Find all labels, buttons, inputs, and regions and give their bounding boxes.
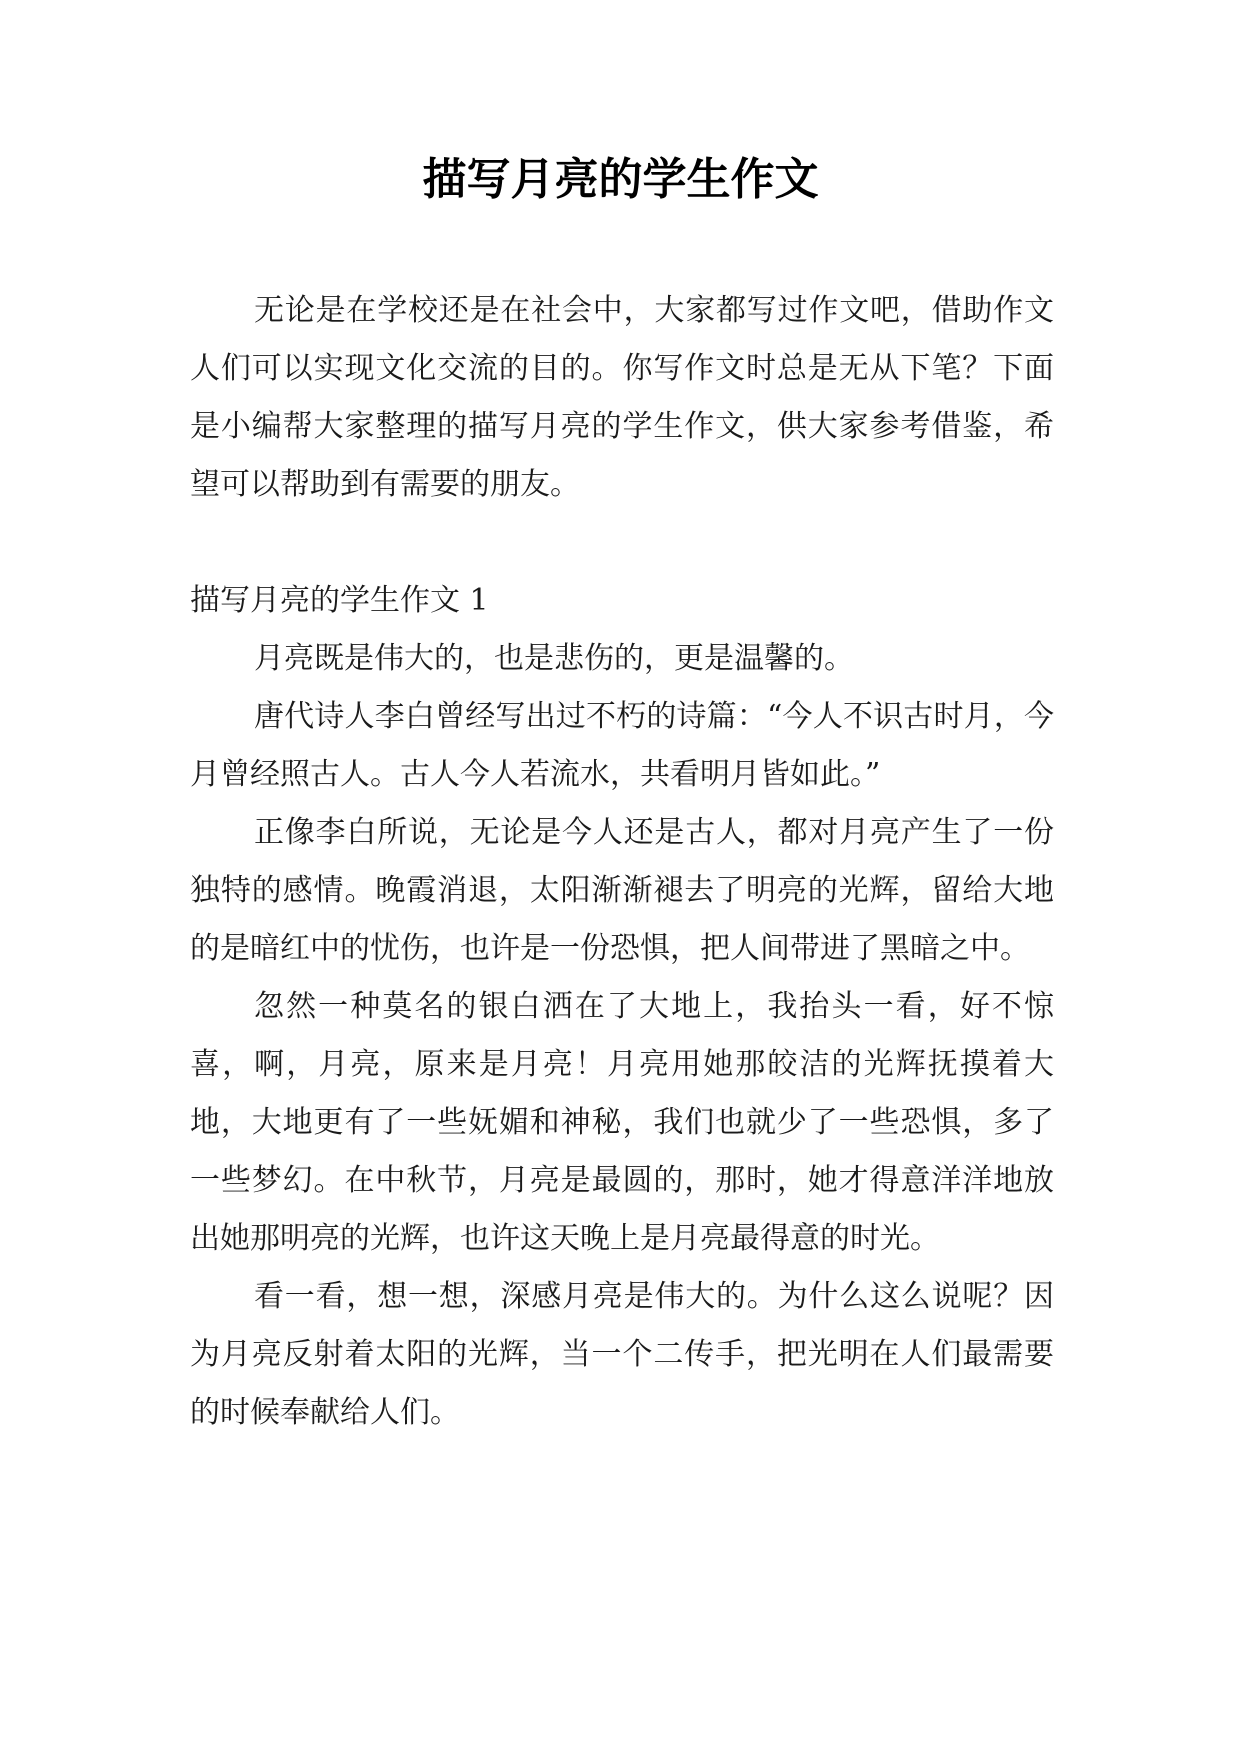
page-title: 描写月亮的学生作文 [422, 154, 819, 205]
intro-paragraph: 无论是在学校还是在社会中，大家都写过作文吧，借助作文人们可以实现文化交流的目的。你写作文时总是无从下笔？下面是小编帮大家整理的描写月亮的学生作文，供大家参考借鉴，希望可以帮助到有需要的朋友。 [190, 293, 1054, 502]
body-paragraph-3: 正像李白所说，无论是今人还是古人，都对月亮产生了一份独特的感情。晚霞消退，太阳渐渐褪去了明亮的光辉，留给大地的是暗红中的忧伤，也许是一份恐惧，把人间带进了黑暗之中。 [190, 815, 1054, 966]
paragraph-spacer [190, 514, 1054, 572]
body-paragraph-2: 唐代诗人李白曾经写出过不朽的诗篇：“今人不识古时月，今月曾经照古人。古人今人若流水，共看明月皆如此。” [190, 699, 1054, 792]
document-body [190, 282, 1054, 1442]
body-paragraph-1: 月亮既是伟大的，也是悲伤的，更是温馨的。 [254, 641, 854, 676]
body-paragraph-4: 忽然一种莫名的银白洒在了大地上，我抬头一看，好不惊喜，啊，月亮，原来是月亮！月亮用她那皎洁的光辉抚摸着大地，大地更有了一些妩媚和神秘，我们也就少了一些恐惧，多了一些梦幻。在中秋节，月亮是最圆的，那时，她才得意洋洋地放出她那明亮的光辉，也许这天晚上是月亮最得意的时光。 [190, 989, 1054, 1256]
section-heading: 描写月亮的学生作文 1 [190, 583, 489, 618]
body-paragraph-5: 看一看，想一想，深感月亮是伟大的。为什么这么说呢？因为月亮反射着太阳的光辉，当一个二传手，把光明在人们最需要的时候奉献给人们。 [190, 1279, 1054, 1430]
